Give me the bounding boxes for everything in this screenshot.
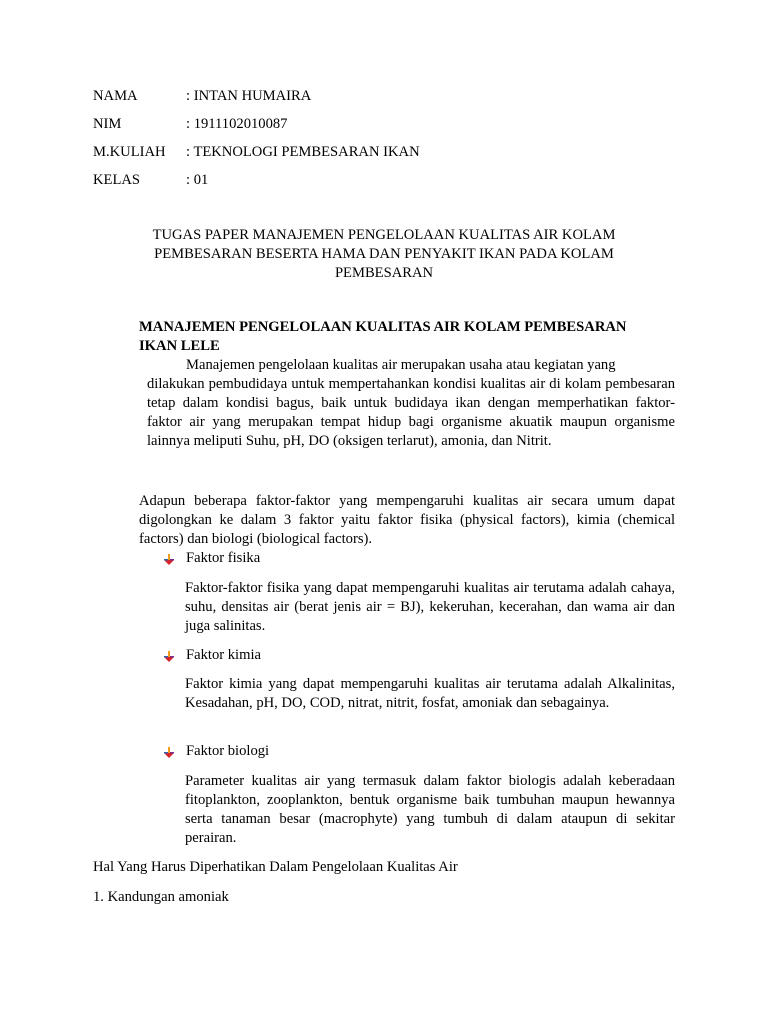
document-title <box>90 226 678 283</box>
title-line: PEMBESARAN BESERTA HAMA DAN PENYAKIT IKAN PADA KOLAM <box>154 246 614 262</box>
info-value: : 01 <box>186 172 209 188</box>
bullet-label: Faktor kimia <box>186 647 261 663</box>
bullet-label: Faktor fisika <box>186 550 261 566</box>
faktor-kimia-text: Faktor kimia yang dapat mempengaruhi kualitas air terutama adalah Alkalinitas, Kesadahan, pH, DO, COD, nitrat, nitrit, fosfat, amoniak dan sebagainya. <box>185 676 675 711</box>
section-heading <box>139 318 679 356</box>
title-line: TUGAS PAPER MANAJEMEN PENGELOLAAN KUALITAS AIR KOLAM <box>152 227 616 243</box>
paragraph-1-body: dilakukan pembudidaya untuk mempertahankan kondisi kualitas air di kolam pembesaran tetap dalam kondisi bagus, baik untuk budidaya ikan dengan memperhatikan faktor- faktor air yang merupakan tempat hidup bagi organisme akuatik maupun organisme lainnya meliputi Suhu, pH, DO (oksigen terlarut), amonia, dan Nitrit. <box>147 376 675 449</box>
faktor-fisika-text: Faktor-faktor fisika yang dapat mempengaruhi kualitas air terutama adalah cahaya, suhu, densitas air (berat jenis air = BJ), kekeruhan, kecerahan, dan wama air dan juga salinitas. <box>185 580 675 634</box>
info-value: : INTAN HUMAIRA <box>186 88 312 104</box>
info-value: : TEKNOLOGI PEMBESARAN IKAN <box>186 144 420 160</box>
faktor-biologi-text: Parameter kualitas air yang termasuk dalam faktor biologis adalah keberadaan fitoplankton, zooplankton, bentuk organisme baik tumbuhan maupun hewannya serta tanaman besar (macrophyte) yang tumbuh di dalam ataupun di sekitar perairan. <box>185 773 675 846</box>
info-label: M.KULIAH <box>93 144 166 160</box>
title-line: PEMBESARAN <box>334 265 434 281</box>
info-value: : 1911102010087 <box>186 116 288 132</box>
subheading-hal-yang-harus: Hal Yang Harus Diperhatikan Dalam Pengelolaan Kualitas Air <box>93 859 458 875</box>
info-label: NAMA <box>93 88 138 104</box>
arrow-bullet-icon <box>162 650 176 662</box>
arrow-bullet-icon <box>162 746 176 758</box>
arrow-bullet-icon <box>162 553 176 565</box>
section-heading-line: MANAJEMEN PENGELOLAAN KUALITAS AIR KOLAM PEMBESARAN <box>139 319 627 335</box>
section-heading-line: IKAN LELE <box>139 338 220 354</box>
paragraph-1-first-line: Manajemen pengelolaan kualitas air merupakan usaha atau kegiatan yang <box>186 357 616 373</box>
numbered-item-1: 1. Kandungan amoniak <box>93 889 229 905</box>
info-label: KELAS <box>93 172 141 188</box>
bullet-label: Faktor biologi <box>186 743 270 759</box>
paragraph-2: Adapun beberapa faktor-faktor yang mempengaruhi kualitas air secara umum dapat digolongkan ke dalam 3 faktor yaitu faktor fisika (physical factors), kimia (chemical factors) dan biologi (biological factors). <box>139 493 675 547</box>
info-label: NIM <box>93 116 122 132</box>
